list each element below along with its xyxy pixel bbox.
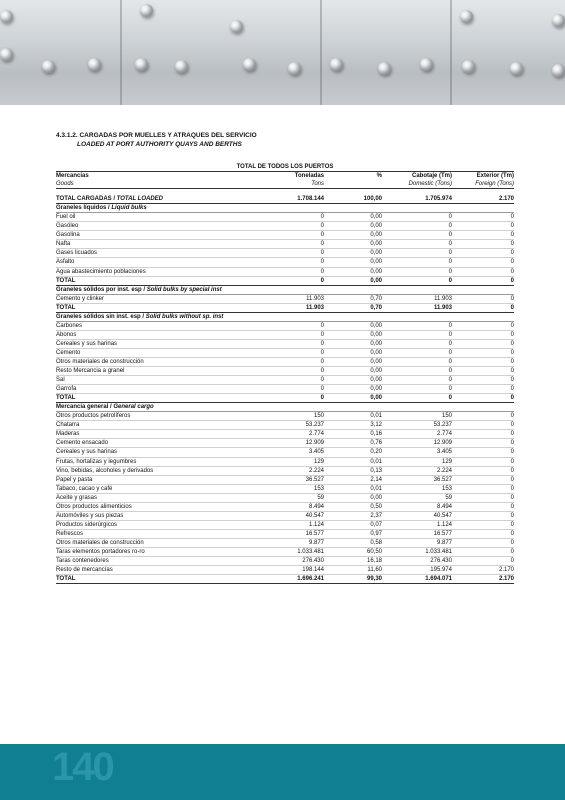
table-row bbox=[56, 294, 514, 303]
table-row bbox=[56, 213, 514, 222]
section-title-es: Graneles líquidos / bbox=[56, 205, 112, 212]
tons-cell: 0 bbox=[246, 357, 324, 366]
percent-cell: 0,07 bbox=[324, 520, 382, 529]
foreign-cell: 0 bbox=[452, 222, 514, 231]
section-heading-en: LOADED AT PORT AUTHORITY QUAYS AND BERTHS bbox=[77, 141, 242, 148]
tons-cell: 0 bbox=[246, 249, 324, 258]
percent-cell: 100,00 bbox=[324, 195, 382, 204]
table-row bbox=[56, 439, 514, 448]
percent-cell: 0,00 bbox=[324, 339, 382, 348]
section-total-row bbox=[56, 276, 514, 285]
foreign-cell: 0 bbox=[452, 385, 514, 394]
tons-cell: 1.708.144 bbox=[246, 195, 324, 204]
domestic-cell: 0 bbox=[382, 249, 452, 258]
tons-cell: 198.144 bbox=[246, 566, 324, 575]
column-header: Exterior (Tm) bbox=[476, 173, 514, 180]
percent-cell: 0,00 bbox=[324, 394, 382, 403]
domestic-cell: 11.903 bbox=[382, 303, 452, 312]
table-row bbox=[56, 466, 514, 475]
domestic-cell: 0 bbox=[382, 367, 452, 376]
foreign-cell: 0 bbox=[452, 547, 514, 556]
row-label: TOTAL bbox=[56, 303, 246, 312]
row-label: Resto Mercancia a granel bbox=[56, 367, 246, 376]
percent-cell: 0,50 bbox=[324, 502, 382, 511]
domestic-cell: 1.033.481 bbox=[382, 547, 452, 556]
foreign-cell: 0 bbox=[452, 213, 514, 222]
rivet-icon bbox=[88, 58, 101, 71]
rivet-icon bbox=[510, 62, 523, 75]
foreign-cell: 0 bbox=[452, 267, 514, 276]
foreign-cell: 0 bbox=[452, 493, 514, 502]
table-title: TOTAL DE TODOS LOS PUERTOS bbox=[56, 163, 514, 172]
domestic-cell: 1.705.974 bbox=[382, 195, 452, 204]
tons-cell: 8.494 bbox=[246, 502, 324, 511]
tons-cell: 0 bbox=[246, 348, 324, 357]
section-title-en: General cargo bbox=[113, 404, 154, 411]
tons-cell: 3.405 bbox=[246, 448, 324, 457]
table-row bbox=[56, 566, 514, 575]
tons-cell: 0 bbox=[246, 240, 324, 249]
cargo-table bbox=[56, 163, 514, 584]
foreign-cell: 0 bbox=[452, 466, 514, 475]
table-row bbox=[56, 484, 514, 493]
domestic-cell: 0 bbox=[382, 357, 452, 366]
table-row bbox=[56, 529, 514, 538]
percent-cell: 16,18 bbox=[324, 557, 382, 566]
row-label: Automóviles y sus piezas bbox=[56, 511, 246, 520]
foreign-cell: 0 bbox=[452, 412, 514, 421]
foreign-cell: 0 bbox=[452, 430, 514, 439]
tons-cell: 59 bbox=[246, 493, 324, 502]
domestic-cell: 36.527 bbox=[382, 475, 452, 484]
row-label: Cemento bbox=[56, 348, 246, 357]
tons-cell: 150 bbox=[246, 412, 324, 421]
domestic-cell: 0 bbox=[382, 394, 452, 403]
row-label: Vino, bebidas, alcoholes y derivados bbox=[56, 466, 246, 475]
row-label: Maderas bbox=[56, 430, 246, 439]
row-label: Gases licuados bbox=[56, 249, 246, 258]
table-row bbox=[56, 547, 514, 556]
domestic-cell: 8.494 bbox=[382, 502, 452, 511]
table-row bbox=[56, 538, 514, 547]
row-label: Taras contenedores bbox=[56, 557, 246, 566]
tons-cell: 16.577 bbox=[246, 529, 324, 538]
tons-cell: 0 bbox=[246, 267, 324, 276]
table-row bbox=[56, 330, 514, 339]
foreign-cell: 0 bbox=[452, 502, 514, 511]
section-header-row bbox=[56, 312, 514, 321]
domestic-cell: 0 bbox=[382, 222, 452, 231]
percent-cell: 0,00 bbox=[324, 330, 382, 339]
domestic-cell: 0 bbox=[382, 276, 452, 285]
percent-cell: 3,12 bbox=[324, 421, 382, 430]
row-label: Asfalto bbox=[56, 258, 246, 267]
foreign-cell: 0 bbox=[452, 330, 514, 339]
percent-cell: 0,70 bbox=[324, 294, 382, 303]
column-header-en: Tons bbox=[246, 180, 324, 189]
foreign-cell: 0 bbox=[452, 376, 514, 385]
domestic-cell: 9.877 bbox=[382, 538, 452, 547]
section-title bbox=[56, 285, 514, 294]
column-header-en: Domestic (Tons) bbox=[382, 180, 452, 189]
section-header-row bbox=[56, 403, 514, 412]
percent-cell: 0,00 bbox=[324, 357, 382, 366]
domestic-cell: 53.237 bbox=[382, 421, 452, 430]
foreign-cell: 0 bbox=[452, 258, 514, 267]
percent-cell: 11,60 bbox=[324, 566, 382, 575]
column-header-en: Foreign (Tons) bbox=[452, 180, 514, 189]
row-label: Garrofa bbox=[56, 385, 246, 394]
column-header-en bbox=[324, 180, 382, 189]
domestic-cell: 0 bbox=[382, 348, 452, 357]
row-label: Agua abastecimiento poblaciones bbox=[56, 267, 246, 276]
total-loaded-label-en: TOTAL LOADED bbox=[116, 196, 164, 203]
row-label: Otros productos petrolíferos bbox=[56, 412, 246, 421]
percent-cell: 0,20 bbox=[324, 448, 382, 457]
tons-cell: 129 bbox=[246, 457, 324, 466]
table-row bbox=[56, 222, 514, 231]
foreign-cell: 0 bbox=[452, 557, 514, 566]
percent-cell: 0,58 bbox=[324, 538, 382, 547]
table-row bbox=[56, 267, 514, 276]
domestic-cell: 150 bbox=[382, 412, 452, 421]
foreign-cell: 0 bbox=[452, 321, 514, 330]
rivet-icon bbox=[175, 60, 188, 73]
percent-cell: 0,00 bbox=[324, 240, 382, 249]
row-label: Refrescos bbox=[56, 529, 246, 538]
domestic-cell: 0 bbox=[382, 267, 452, 276]
table-row bbox=[56, 385, 514, 394]
domestic-cell: 2.224 bbox=[382, 466, 452, 475]
foreign-cell: 0 bbox=[452, 276, 514, 285]
row-label: Sal bbox=[56, 376, 246, 385]
domestic-cell: 153 bbox=[382, 484, 452, 493]
tons-cell: 0 bbox=[246, 222, 324, 231]
rivet-icon bbox=[135, 58, 148, 71]
tons-cell: 0 bbox=[246, 367, 324, 376]
tons-cell: 2.224 bbox=[246, 466, 324, 475]
section-title bbox=[56, 204, 514, 213]
row-label: TOTAL bbox=[56, 276, 246, 285]
row-label: Otros materiales de construcción bbox=[56, 538, 246, 547]
domestic-cell: 195.974 bbox=[382, 566, 452, 575]
foreign-cell: 0 bbox=[452, 303, 514, 312]
percent-cell: 0,00 bbox=[324, 321, 382, 330]
foreign-cell: 0 bbox=[452, 439, 514, 448]
foreign-cell: 0 bbox=[452, 448, 514, 457]
section-title-es: Graneles sólidos sin inst. esp / bbox=[56, 313, 146, 320]
table-row bbox=[56, 511, 514, 520]
percent-cell: 0,01 bbox=[324, 484, 382, 493]
percent-cell: 0,00 bbox=[324, 258, 382, 267]
rivet-icon bbox=[460, 10, 473, 23]
foreign-cell: 0 bbox=[452, 367, 514, 376]
tons-cell: 0 bbox=[246, 258, 324, 267]
table-row bbox=[56, 348, 514, 357]
table-row bbox=[56, 557, 514, 566]
foreign-cell: 0 bbox=[452, 339, 514, 348]
section-heading bbox=[56, 131, 257, 149]
domestic-cell: 0 bbox=[382, 385, 452, 394]
table-row bbox=[56, 421, 514, 430]
percent-cell: 0,00 bbox=[324, 367, 382, 376]
percent-cell: 0,00 bbox=[324, 213, 382, 222]
table-row bbox=[56, 258, 514, 267]
table-row bbox=[56, 430, 514, 439]
foreign-cell: 0 bbox=[452, 231, 514, 240]
tons-cell: 12.909 bbox=[246, 439, 324, 448]
row-label: Otros materiales de construcción bbox=[56, 357, 246, 366]
tons-cell: 0 bbox=[246, 276, 324, 285]
percent-cell: 99,30 bbox=[324, 575, 382, 584]
percent-cell: 0,00 bbox=[324, 376, 382, 385]
domestic-cell: 0 bbox=[382, 231, 452, 240]
tons-cell: 40.547 bbox=[246, 511, 324, 520]
column-header: % bbox=[376, 173, 382, 180]
foreign-cell: 0 bbox=[452, 520, 514, 529]
rivet-icon bbox=[0, 48, 13, 61]
rivet-icon bbox=[552, 64, 565, 77]
row-label: Resto de mercancías bbox=[56, 566, 246, 575]
row-label: Frutas, hortalizas y legumbres bbox=[56, 457, 246, 466]
section-header-row bbox=[56, 285, 514, 294]
percent-cell: 0,16 bbox=[324, 430, 382, 439]
tons-cell: 1.124 bbox=[246, 520, 324, 529]
percent-cell: 2,37 bbox=[324, 511, 382, 520]
column-header: Toneladas bbox=[294, 173, 324, 180]
table-row bbox=[56, 493, 514, 502]
total-loaded-row bbox=[56, 195, 514, 204]
table-row bbox=[56, 502, 514, 511]
tons-cell: 11.903 bbox=[246, 294, 324, 303]
row-label: Abonos bbox=[56, 330, 246, 339]
row-label: Gasolina bbox=[56, 231, 246, 240]
section-title-en: Liquid bulks bbox=[111, 205, 147, 212]
total-loaded-label-es: TOTAL CARGADAS / bbox=[56, 196, 117, 203]
domestic-cell: 3.405 bbox=[382, 448, 452, 457]
row-label: Carbones bbox=[56, 321, 246, 330]
table-row bbox=[56, 448, 514, 457]
foreign-cell: 2.170 bbox=[452, 195, 514, 204]
rivet-icon bbox=[330, 58, 343, 71]
table-row bbox=[56, 412, 514, 421]
domestic-cell: 40.547 bbox=[382, 511, 452, 520]
tons-cell: 0 bbox=[246, 321, 324, 330]
table-row bbox=[56, 240, 514, 249]
table-row bbox=[56, 475, 514, 484]
table-row bbox=[56, 357, 514, 366]
foreign-cell: 0 bbox=[452, 357, 514, 366]
table-row bbox=[56, 231, 514, 240]
domestic-cell: 0 bbox=[382, 213, 452, 222]
section-title bbox=[56, 312, 514, 321]
row-label: Cemento y clinker bbox=[56, 294, 246, 303]
page-number: 140 bbox=[52, 745, 113, 789]
tons-cell: 9.877 bbox=[246, 538, 324, 547]
tons-cell: 0 bbox=[246, 213, 324, 222]
domestic-cell: 276.430 bbox=[382, 557, 452, 566]
foreign-cell: 0 bbox=[452, 511, 514, 520]
percent-cell: 0,13 bbox=[324, 466, 382, 475]
table-row bbox=[56, 367, 514, 376]
domestic-cell: 0 bbox=[382, 258, 452, 267]
percent-cell: 60,50 bbox=[324, 547, 382, 556]
table-row bbox=[56, 321, 514, 330]
table-row bbox=[56, 457, 514, 466]
row-label: Cereales y sus harinas bbox=[56, 448, 246, 457]
section-title-en: Solid bulks without sp. inst bbox=[145, 313, 224, 320]
percent-cell: 0,00 bbox=[324, 348, 382, 357]
foreign-cell: 0 bbox=[452, 538, 514, 547]
tons-cell: 276.430 bbox=[246, 557, 324, 566]
header-row-es bbox=[56, 172, 514, 181]
tons-cell: 2.774 bbox=[246, 430, 324, 439]
row-label: Fuel oil bbox=[56, 213, 246, 222]
tons-cell: 53.237 bbox=[246, 421, 324, 430]
tons-cell: 0 bbox=[246, 330, 324, 339]
foreign-cell: 0 bbox=[452, 529, 514, 538]
row-label: Gasóleo bbox=[56, 222, 246, 231]
tons-cell: 0 bbox=[246, 394, 324, 403]
section-header-row bbox=[56, 204, 514, 213]
domestic-cell: 59 bbox=[382, 493, 452, 502]
percent-cell: 0,01 bbox=[324, 457, 382, 466]
tons-cell: 153 bbox=[246, 484, 324, 493]
domestic-cell: 0 bbox=[382, 240, 452, 249]
domestic-cell: 2.774 bbox=[382, 430, 452, 439]
foreign-cell: 0 bbox=[452, 484, 514, 493]
tons-cell: 0 bbox=[246, 339, 324, 348]
percent-cell: 0,01 bbox=[324, 412, 382, 421]
row-label: Tabaco, cacao y café bbox=[56, 484, 246, 493]
header-row-en bbox=[56, 180, 514, 189]
percent-cell: 0,00 bbox=[324, 276, 382, 285]
tons-cell: 0 bbox=[246, 376, 324, 385]
tons-cell: 1.033.481 bbox=[246, 547, 324, 556]
domestic-cell: 0 bbox=[382, 321, 452, 330]
foreign-cell: 0 bbox=[452, 475, 514, 484]
row-label: Taras elementos portadores ro-ro bbox=[56, 547, 246, 556]
rivet-icon bbox=[420, 58, 433, 71]
section-heading-es: 4.3.1.2. CARGADAS POR MUELLES Y ATRAQUES DEL SERVICIO bbox=[56, 132, 257, 139]
domestic-cell: 129 bbox=[382, 457, 452, 466]
section-title-es: Mercancía general / bbox=[56, 404, 114, 411]
table-row bbox=[56, 249, 514, 258]
table-row bbox=[56, 339, 514, 348]
foreign-cell: 0 bbox=[452, 294, 514, 303]
domestic-cell: 16.577 bbox=[382, 529, 452, 538]
rivet-icon bbox=[552, 14, 565, 27]
domestic-cell: 0 bbox=[382, 330, 452, 339]
rivet-icon bbox=[288, 62, 301, 75]
row-label: Aceite y grasas bbox=[56, 493, 246, 502]
rivet-icon bbox=[378, 62, 391, 75]
row-label: Nafta bbox=[56, 240, 246, 249]
section-total-row bbox=[56, 575, 514, 584]
foreign-cell: 0 bbox=[452, 348, 514, 357]
table-body bbox=[56, 189, 514, 584]
row-label: Papel y pasta bbox=[56, 475, 246, 484]
row-label bbox=[56, 195, 246, 204]
percent-cell: 0,70 bbox=[324, 303, 382, 312]
tons-cell: 1.696.241 bbox=[246, 575, 324, 584]
domestic-cell: 11.903 bbox=[382, 294, 452, 303]
domestic-cell: 0 bbox=[382, 339, 452, 348]
rivet-icon bbox=[243, 58, 256, 71]
table-row bbox=[56, 376, 514, 385]
rivet-icon bbox=[462, 60, 475, 73]
rivet-icon bbox=[42, 60, 55, 73]
tons-cell: 36.527 bbox=[246, 475, 324, 484]
rivet-icon bbox=[230, 20, 243, 33]
domestic-cell: 12.909 bbox=[382, 439, 452, 448]
percent-cell: 0,00 bbox=[324, 249, 382, 258]
domestic-cell: 1.694.071 bbox=[382, 575, 452, 584]
row-label: Otros productos alimenticios bbox=[56, 502, 246, 511]
column-header: Cabotaje (Tm) bbox=[411, 173, 452, 180]
percent-cell: 0,00 bbox=[324, 493, 382, 502]
percent-cell: 0,00 bbox=[324, 267, 382, 276]
row-label: TOTAL bbox=[56, 394, 246, 403]
domestic-cell: 1.124 bbox=[382, 520, 452, 529]
row-label: Cereales y sus harinas bbox=[56, 339, 246, 348]
foreign-cell: 2.170 bbox=[452, 566, 514, 575]
section-title-es: Graneles sólidos por inst. esp / bbox=[56, 286, 147, 293]
table-row bbox=[56, 520, 514, 529]
domestic-cell: 0 bbox=[382, 376, 452, 385]
row-label: Chatarra bbox=[56, 421, 246, 430]
foreign-cell: 0 bbox=[452, 240, 514, 249]
row-label: Productos siderúrgicos bbox=[56, 520, 246, 529]
foreign-cell: 0 bbox=[452, 457, 514, 466]
percent-cell: 2,14 bbox=[324, 475, 382, 484]
section-title-en: Solid bulks by special inst bbox=[146, 286, 222, 293]
rivet-icon bbox=[140, 4, 153, 17]
foreign-cell: 0 bbox=[452, 394, 514, 403]
section-total-row bbox=[56, 394, 514, 403]
section-title bbox=[56, 403, 514, 412]
percent-cell: 0,00 bbox=[324, 385, 382, 394]
percent-cell: 0,97 bbox=[324, 529, 382, 538]
column-header: Mercancías bbox=[56, 173, 89, 180]
percent-cell: 0,00 bbox=[324, 231, 382, 240]
foreign-cell: 0 bbox=[452, 249, 514, 258]
row-label: TOTAL bbox=[56, 575, 246, 584]
tons-cell: 0 bbox=[246, 385, 324, 394]
foreign-cell: 0 bbox=[452, 421, 514, 430]
percent-cell: 0,00 bbox=[324, 222, 382, 231]
header-banner-image bbox=[0, 0, 565, 105]
tons-cell: 0 bbox=[246, 231, 324, 240]
section-total-row bbox=[56, 303, 514, 312]
row-label: Cemento ensacado bbox=[56, 439, 246, 448]
percent-cell: 0,76 bbox=[324, 439, 382, 448]
tons-cell: 11.903 bbox=[246, 303, 324, 312]
foreign-cell: 2.170 bbox=[452, 575, 514, 584]
column-header-en: Goods bbox=[56, 180, 246, 189]
rivet-icon bbox=[0, 10, 13, 23]
